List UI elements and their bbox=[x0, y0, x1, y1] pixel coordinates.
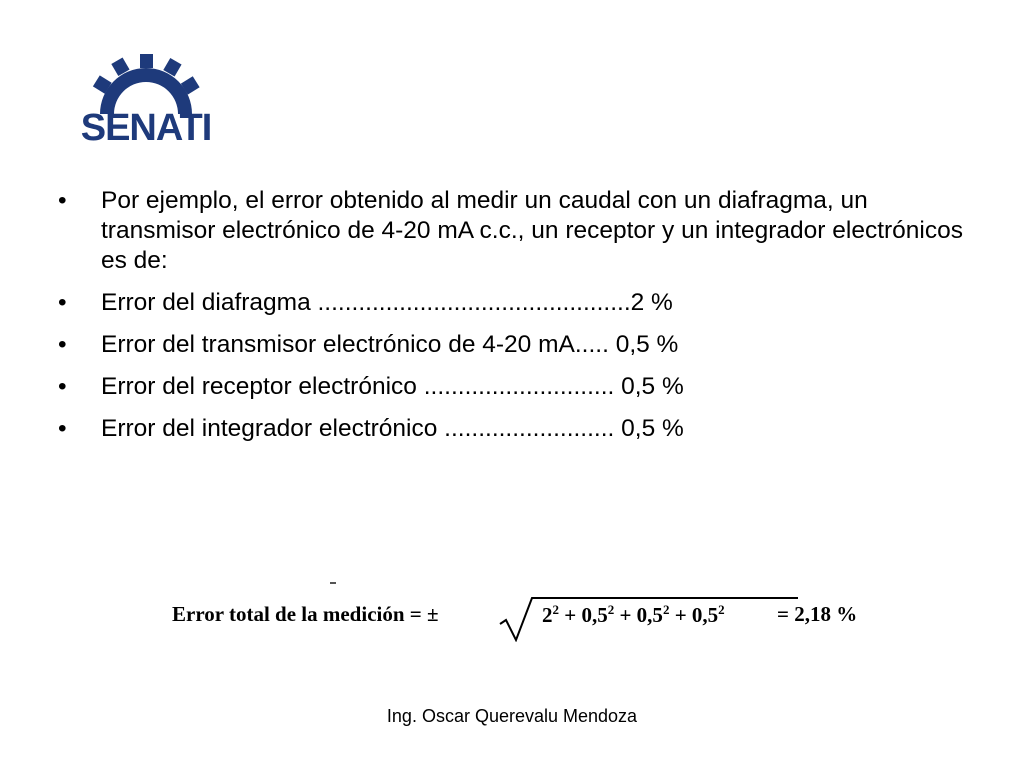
total-error-formula bbox=[170, 582, 890, 644]
list-item: • Error del integrador electrónico ......................... 0,5 % bbox=[58, 415, 684, 442]
formula-label: Error total de la medición = ± bbox=[172, 602, 439, 626]
svg-text:SENATI: SENATI bbox=[80, 107, 212, 144]
list-item: • Error del receptor electrónico ............................ 0,5 % bbox=[58, 373, 684, 400]
formula-radicand: $2^2 + 0,5^2 + 0,5^2 + 0,5^2$ bbox=[542, 602, 725, 627]
list-item: • Por ejemplo, el error obtenido al medir un caudal con un diafragma, un transmisor electrónico de 4-20 mA c.c., un receptor y un integrador electrónicos es de: bbox=[58, 187, 963, 274]
formula-result: = 2,18 % bbox=[777, 602, 858, 626]
senati-logo bbox=[60, 52, 232, 144]
footer-author: Ing. Oscar Querevalu Mendoza bbox=[386, 706, 638, 726]
bullet-list bbox=[58, 186, 978, 456]
list-item: • Error del transmisor electrónico de 4-20 mA..... 0,5 % bbox=[58, 331, 679, 358]
senati-gear-icon bbox=[60, 52, 232, 144]
list-item: • Error del diafragma ..............................................2 % bbox=[58, 289, 673, 316]
